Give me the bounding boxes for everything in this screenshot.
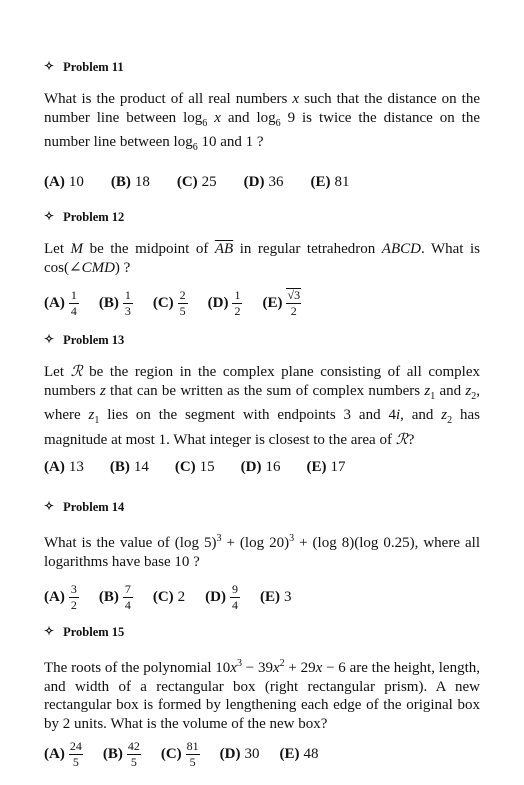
fraction-denominator: 5 bbox=[189, 754, 196, 769]
fraction bbox=[69, 583, 79, 612]
choice-b[interactable] bbox=[99, 583, 133, 612]
choice-e[interactable] bbox=[279, 746, 318, 763]
problem-statement: The roots of the polynomial $10x^3 - 39x^2 + 29x - 6$ are the height, length, and width of a rectangular box (right rectangular prism). A new rectangular box is formed by lengthening each edge of the original box by 2 units. What is the volume of the new box? bbox=[44, 658, 480, 732]
choice-letter: (A) bbox=[44, 458, 65, 475]
fraction bbox=[286, 288, 301, 318]
fraction-numerator: 1 bbox=[234, 287, 241, 302]
choice-d[interactable] bbox=[208, 289, 243, 318]
choice-value: 3 bbox=[283, 588, 292, 605]
choice-b[interactable] bbox=[111, 174, 150, 191]
problem-14 bbox=[44, 500, 480, 614]
fraction-numerator: 2 bbox=[179, 287, 186, 302]
problem-statement: What is the value of (log 5)$^3$ + (log 20)$^3$ + (log 8)(log 0.25), where all logarithms have base 10 ? bbox=[44, 533, 480, 570]
answer-choices bbox=[44, 450, 480, 484]
problem-statement: What is the product of all real numbers x such that the distance on the number line between $\log_6 x$ and $\log_6 9$ is twice the distance on the number line between $\log_6 10$ and 1 ? bbox=[44, 91, 480, 153]
problem-header bbox=[44, 333, 480, 348]
choice-d[interactable] bbox=[244, 174, 284, 191]
choice-letter: (C) bbox=[152, 294, 174, 311]
choice-c[interactable] bbox=[161, 740, 200, 769]
choice-value: 18 bbox=[134, 174, 150, 190]
choice-value: 48 bbox=[303, 745, 319, 762]
problem-15 bbox=[44, 625, 480, 771]
choice-letter: (A) bbox=[44, 294, 65, 311]
fraction-numerator: 9 bbox=[231, 581, 238, 596]
problem-title: Problem 14 bbox=[63, 500, 125, 514]
choice-c[interactable] bbox=[153, 289, 188, 318]
fraction-denominator: 2 bbox=[290, 304, 297, 318]
fraction bbox=[69, 740, 83, 769]
fraction-denominator: 2 bbox=[70, 597, 77, 612]
fraction-denominator: 5 bbox=[179, 303, 186, 318]
fraction-numerator: 24 bbox=[69, 738, 82, 753]
choice-letter: (B) bbox=[102, 745, 123, 762]
problem-title: Problem 15 bbox=[63, 625, 125, 639]
choice-letter: (C) bbox=[176, 174, 198, 190]
fraction-denominator: 2 bbox=[234, 303, 241, 318]
choice-value: 17 bbox=[330, 458, 346, 475]
choice-value: 25 bbox=[201, 174, 217, 190]
fraction-denominator: 5 bbox=[72, 754, 79, 769]
choice-d[interactable] bbox=[241, 459, 281, 476]
fraction-numerator: 3 bbox=[70, 581, 77, 596]
choice-letter: (A) bbox=[44, 745, 65, 762]
choice-letter: (C) bbox=[174, 458, 196, 475]
problem-header bbox=[44, 625, 480, 640]
choice-letter: (D) bbox=[240, 458, 262, 475]
fraction-denominator: 3 bbox=[124, 303, 131, 318]
problem-title: Problem 12 bbox=[63, 210, 125, 224]
fraction-numerator: √3 bbox=[287, 288, 301, 302]
problem-header bbox=[44, 500, 480, 515]
choice-letter: (B) bbox=[109, 458, 130, 475]
choice-d[interactable] bbox=[220, 746, 260, 763]
choice-b[interactable] bbox=[99, 289, 133, 318]
problem-title: Problem 13 bbox=[63, 333, 125, 347]
fraction-denominator: 4 bbox=[70, 303, 77, 318]
choice-letter: (B) bbox=[110, 174, 131, 190]
fraction bbox=[186, 740, 200, 769]
choice-letter: (E) bbox=[259, 588, 280, 605]
choice-value: 14 bbox=[133, 458, 149, 475]
fraction bbox=[123, 583, 133, 612]
choice-value: 2 bbox=[177, 588, 186, 605]
diamond-bullet-icon: ✧ bbox=[44, 332, 55, 346]
choice-value: 10 bbox=[68, 174, 84, 190]
fraction bbox=[230, 583, 240, 612]
choice-letter: (A) bbox=[44, 174, 65, 190]
choice-d[interactable] bbox=[205, 583, 240, 612]
problem-11 bbox=[44, 60, 480, 200]
answer-choices bbox=[44, 286, 480, 320]
choice-e[interactable] bbox=[306, 459, 345, 476]
choice-value: 13 bbox=[68, 458, 84, 475]
fraction-denominator: 4 bbox=[231, 597, 238, 612]
choice-letter: (B) bbox=[98, 588, 119, 605]
fraction-denominator: 5 bbox=[130, 754, 137, 769]
fraction bbox=[69, 289, 79, 318]
choice-letter: (D) bbox=[243, 174, 265, 190]
fraction-numerator: 81 bbox=[186, 738, 199, 753]
fraction-numerator: 1 bbox=[124, 287, 131, 302]
fraction-numerator: 1 bbox=[70, 287, 77, 302]
choice-c[interactable] bbox=[153, 589, 185, 606]
choice-value: 36 bbox=[268, 174, 284, 190]
choice-letter: (E) bbox=[310, 174, 331, 190]
choice-letter: (E) bbox=[262, 294, 283, 311]
fraction bbox=[127, 740, 141, 769]
problem-statement: Let ℛ be the region in the complex plane consisting of all complex numbers z that can be written as the sum of complex numbers $z_1$ and $z_2$, where $z_1$ lies on the segment with endpoints 3 and 4i, and $z_2$ has magnitude at most 1. What integer is closest to the area of ℛ? bbox=[44, 364, 480, 448]
choice-c[interactable] bbox=[175, 459, 215, 476]
fraction-numerator: 7 bbox=[124, 581, 131, 596]
choice-a[interactable] bbox=[44, 289, 79, 318]
problem-header bbox=[44, 60, 480, 75]
choice-value: 30 bbox=[244, 745, 260, 762]
diamond-bullet-icon: ✧ bbox=[44, 59, 55, 73]
choice-letter: (E) bbox=[279, 745, 300, 762]
choice-letter: (D) bbox=[219, 745, 241, 762]
choice-a[interactable] bbox=[44, 583, 79, 612]
choice-a[interactable] bbox=[44, 459, 84, 476]
choice-e[interactable] bbox=[310, 174, 349, 191]
problem-title: Problem 11 bbox=[63, 60, 124, 74]
choice-c[interactable] bbox=[177, 174, 217, 191]
choice-letter: (D) bbox=[207, 294, 229, 311]
choice-letter: (C) bbox=[160, 745, 182, 762]
answer-choices bbox=[44, 580, 480, 614]
choice-letter: (D) bbox=[205, 588, 226, 605]
choice-value: 16 bbox=[265, 458, 281, 475]
choice-letter: (A) bbox=[44, 588, 65, 605]
choice-a[interactable] bbox=[44, 740, 83, 769]
problem-13 bbox=[44, 333, 480, 484]
fraction-numerator: 42 bbox=[127, 738, 140, 753]
fraction bbox=[232, 289, 242, 318]
choice-letter: (E) bbox=[306, 458, 327, 475]
answer-choices bbox=[44, 166, 480, 200]
choice-a[interactable] bbox=[44, 174, 84, 191]
diamond-bullet-icon: ✧ bbox=[44, 624, 55, 638]
choice-e[interactable] bbox=[262, 288, 301, 318]
problem-header bbox=[44, 210, 480, 225]
problem-12 bbox=[44, 210, 480, 320]
fraction-denominator: 4 bbox=[124, 597, 131, 612]
choice-value: 81 bbox=[334, 174, 350, 190]
diamond-bullet-icon: ✧ bbox=[44, 209, 55, 223]
fraction bbox=[123, 289, 133, 318]
choice-e[interactable] bbox=[260, 589, 292, 606]
problem-statement: Let M be the midpoint of $\overline{AB}$ in regular tetrahedron ABCD. What is cos(∠CMD) ? bbox=[44, 241, 480, 276]
choice-value: 15 bbox=[199, 458, 215, 475]
diamond-bullet-icon: ✧ bbox=[44, 499, 55, 513]
choice-letter: (C) bbox=[152, 588, 174, 605]
choice-letter: (B) bbox=[98, 294, 119, 311]
choice-b[interactable] bbox=[103, 740, 141, 769]
fraction bbox=[178, 289, 188, 318]
choice-b[interactable] bbox=[110, 459, 149, 476]
answer-choices bbox=[44, 737, 480, 771]
